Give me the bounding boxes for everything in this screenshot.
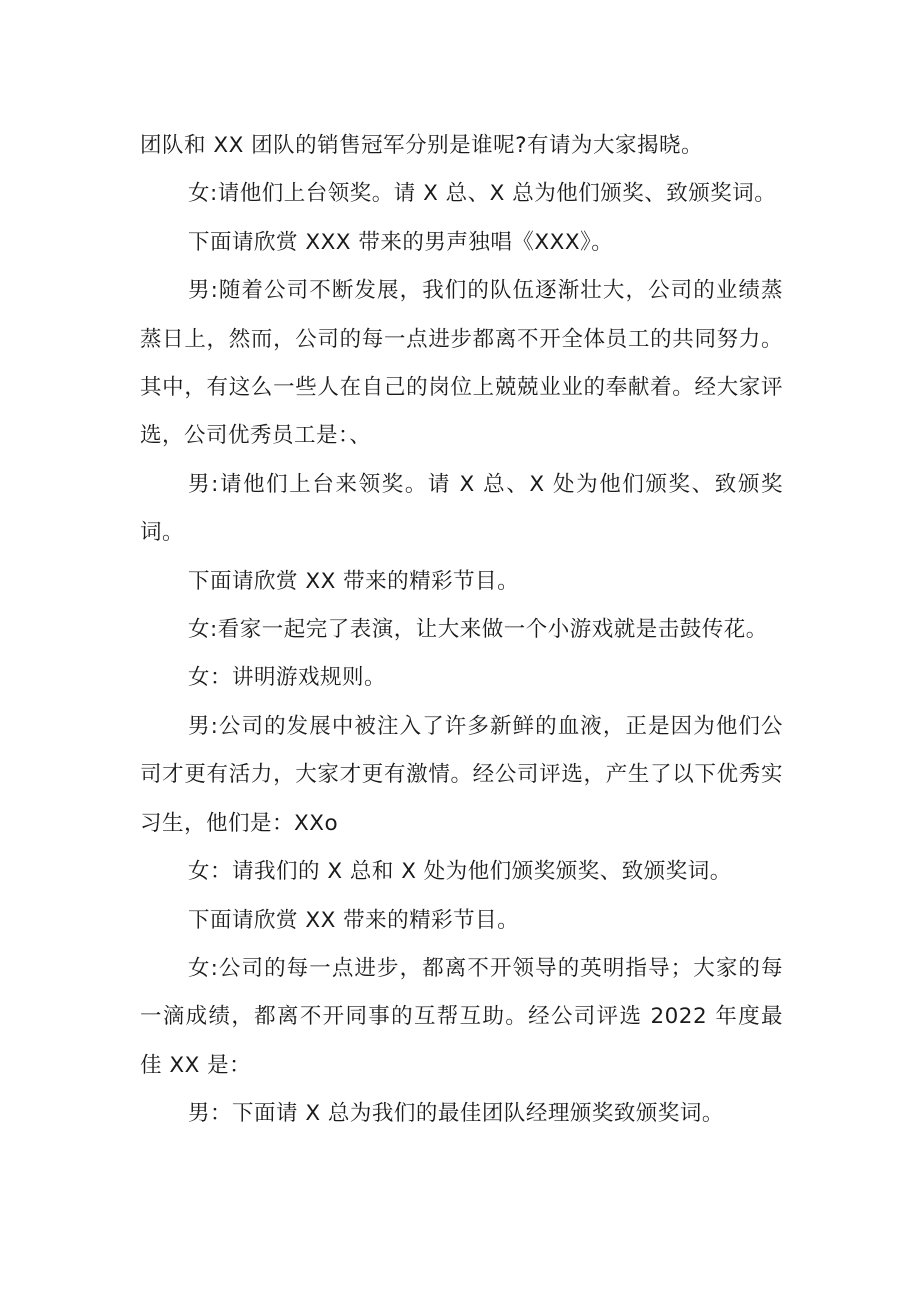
paragraph-7: 女:看家一起完了表演，让大来做一个小游戏就是击鼓传花。 <box>188 617 768 643</box>
paragraph-3: 下面请欣赏 XXX 带来的男声独唱《XXX》。 <box>188 229 614 255</box>
paragraph-10: 女：请我们的 X 总和 X 处为他们颁奖颁奖、致颁奖词。 <box>188 859 732 885</box>
paragraph-6: 下面请欣赏 XX 带来的精彩节目。 <box>188 568 520 594</box>
paragraph-8: 女：讲明游戏规则。 <box>188 665 387 691</box>
document-page <box>140 122 783 1139</box>
paragraph-12: 女:公司的每一点进步，都离不开领导的英明指导；大家的每一滴成绩，都离不开同事的互帮互助。经公司评选 2022 年度最佳 XX 是： <box>140 955 783 1078</box>
paragraph-11: 下面请欣赏 XX 带来的精彩节目。 <box>188 907 520 933</box>
paragraph-9: 男:公司的发展中被注入了许多新鲜的血液，正是因为他们公司才更有活力，大家才更有激情。经公司评选，产生了以下优秀实习生，他们是：XXo <box>140 713 783 836</box>
paragraph-2: 女:请他们上台领奖。请 X 总、X 总为他们颁奖、致颁奖词。 <box>188 181 777 207</box>
paragraph-5: 男:请他们上台来领奖。请 X 总、X 处为他们颁奖、致颁奖词。 <box>140 471 783 546</box>
paragraph-1: 团队和 XX 团队的销售冠军分别是谁呢?有请为大家揭晓。 <box>140 133 704 158</box>
paragraph-13: 男：下面请 X 总为我们的最佳团队经理颁奖致颁奖词。 <box>188 1101 724 1127</box>
paragraph-4: 男:随着公司不断发展，我们的队伍逐渐壮大，公司的业绩蒸蒸日上，然而，公司的每一点进步都离不开全体员工的共同努力。其中，有这么一些人在自己的岗位上兢兢业业的奉献着。经大家评选，公司优秀员工是：、 <box>140 278 783 449</box>
